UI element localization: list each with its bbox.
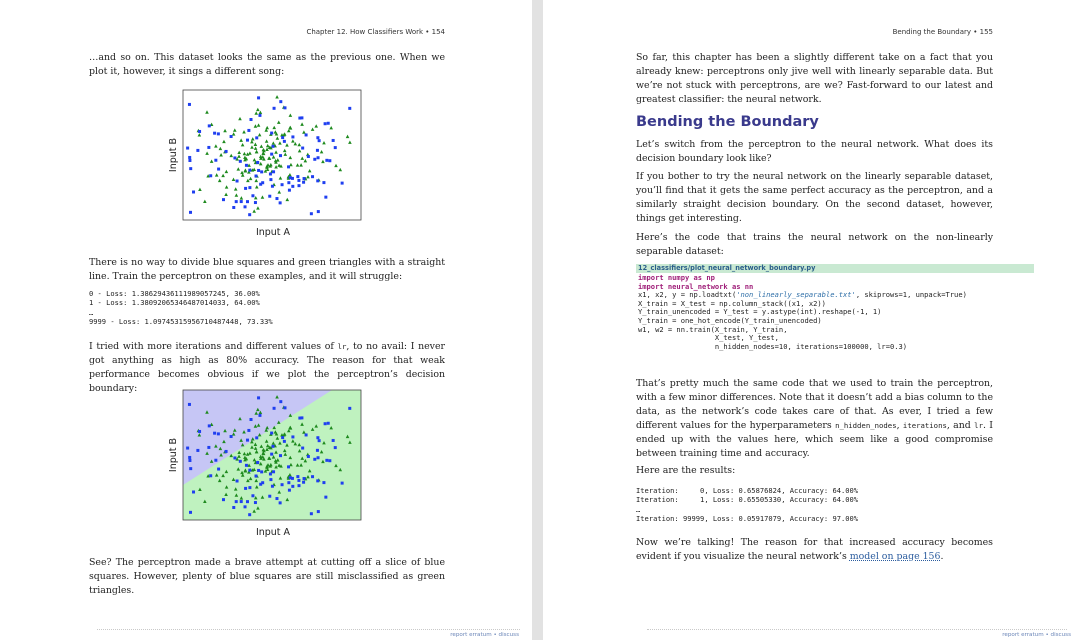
blue-square-point [189, 467, 192, 470]
blue-square-point [273, 407, 276, 410]
paragraph: Here’s the code that trains the neural network on the non-linearly separable dataset: [636, 232, 993, 257]
blue-square-point [246, 200, 249, 203]
blue-square-point [255, 136, 258, 139]
blue-square-point [225, 450, 228, 453]
blue-square-point [248, 186, 251, 189]
blue-square-point [222, 498, 225, 501]
separator: • [1043, 632, 1051, 638]
blue-square-point [251, 494, 254, 497]
output-line: Iteration: 0, Loss: 0.65876824, Accuracy: 64.00% [636, 486, 859, 495]
blue-square-point [270, 453, 273, 456]
blue-square-point [208, 424, 211, 427]
blue-square-point [325, 459, 328, 462]
blue-square-point [188, 456, 191, 459]
blue-square-point [251, 194, 254, 197]
discuss-link[interactable]: discuss [498, 632, 519, 638]
blue-square-point [301, 447, 304, 450]
blue-square-point [254, 201, 257, 204]
y-axis-label: Input B [168, 137, 179, 173]
blue-square-point [217, 432, 220, 435]
blue-square-point [213, 132, 216, 135]
blue-square-point [318, 139, 321, 142]
blue-square-point [281, 183, 284, 186]
blue-square-point [271, 485, 274, 488]
blue-square-point [287, 181, 290, 184]
blue-square-point [283, 406, 286, 409]
blue-square-point [192, 190, 195, 193]
blue-square-point [316, 179, 319, 182]
inline-code: lr [337, 342, 347, 351]
blue-square-point [217, 168, 220, 171]
blue-square-point [250, 118, 253, 121]
results-output [636, 486, 858, 523]
blue-square-point [302, 181, 305, 184]
blue-square-point [196, 449, 199, 452]
blue-square-point [327, 422, 330, 425]
module-name: neural_network [663, 281, 732, 291]
blue-square-point [232, 206, 235, 209]
blue-square-point [311, 475, 314, 478]
blue-square-point [269, 178, 272, 181]
blue-square-point [188, 403, 191, 406]
code-listing [636, 264, 1034, 352]
keyword: as [693, 273, 703, 282]
code-body [636, 273, 1034, 352]
blue-square-point [248, 513, 251, 516]
blue-square-point [208, 124, 211, 127]
blue-square-point [269, 172, 272, 175]
blue-square-point [311, 175, 314, 178]
blue-square-point [248, 469, 251, 472]
blue-square-point [341, 182, 344, 185]
blue-square-point [256, 461, 259, 464]
blue-square-point [268, 195, 271, 198]
blue-square-point [303, 477, 306, 480]
output-line: Iteration: 1, Loss: 0.65505330, Accuracy: 64.00% [636, 495, 859, 505]
blue-square-point [247, 129, 250, 132]
running-head: Chapter 12. How Classifiers Work • 154 [306, 28, 445, 36]
blue-square-point [235, 200, 238, 203]
blue-square-point [230, 135, 233, 138]
blue-square-point [254, 501, 257, 504]
blue-square-point [269, 478, 272, 481]
blue-square-point [348, 107, 351, 110]
footer-links [450, 632, 519, 638]
code-text: X_train = X_test = np.column_stack((x1, x2)) Y_train_unencoded = Y_test = y.astype(int).reshape(-1, 1) Y_train = one_hot_encode(Y_train_unencoded) w1, w2 = nn.train(X_train, Y_train, X_test, Y_test, n_hidden_nodes=10, iterations=100000, lr=0.3) [638, 298, 908, 351]
blue-square-point [245, 464, 248, 467]
blue-square-point [297, 179, 300, 182]
paragraph: See? The perceptron made a brave attempt at cutting off a slice of blue squares. However, plenty of blue squares are still misclassified as green triangles. [89, 557, 445, 596]
module-name: numpy [663, 273, 694, 282]
blue-square-point [188, 459, 191, 462]
inline-code: iterations [902, 421, 947, 430]
paragraph: Here are the results: [636, 465, 736, 476]
blue-square-point [186, 147, 189, 150]
blue-square-point [272, 470, 275, 473]
loss-output [89, 289, 273, 326]
blue-square-point [271, 185, 274, 188]
blue-square-point [236, 480, 239, 483]
blue-square-point [281, 136, 284, 139]
blue-square-point [316, 449, 319, 452]
blue-square-point [235, 500, 238, 503]
blue-square-point [287, 165, 290, 168]
paragraph: There is no way to divide blue squares and green triangles with a straight line. Train the perceptron on these examples, and it will struggle: [89, 257, 445, 282]
blue-square-point [236, 180, 239, 183]
blue-square-point [207, 446, 210, 449]
blue-square-point [303, 177, 306, 180]
scatter-svg [166, 85, 366, 240]
x-axis-label: Input A [255, 227, 291, 238]
blue-square-point [307, 455, 310, 458]
blue-square-point [324, 422, 327, 425]
blue-square-point [233, 456, 236, 459]
blue-square-point [328, 459, 331, 462]
blue-square-point [270, 132, 273, 135]
blue-square-point [230, 435, 233, 438]
blue-square-point [307, 155, 310, 158]
blue-square-point [257, 169, 260, 172]
blue-square-point [248, 169, 251, 172]
blue-square-point [348, 407, 351, 410]
blue-square-point [272, 170, 275, 173]
blue-square-point [316, 436, 319, 439]
text-run: . I ended up with the values here, which seem like a good compromise between training time and accuracy. [636, 420, 993, 459]
text-run: That’s pretty much the same code that we used to train the perceptron, with a few minor differences. Note that it doesn’t add a bias column to the data, as the network’s code takes care of that. As ever, I tried a few different values for the hyperparameters [636, 378, 993, 431]
paragraph [636, 377, 993, 461]
code-filename[interactable]: 12_classifiers/plot_neural_network_boundary.py [636, 264, 1034, 273]
blue-square-point [271, 445, 274, 448]
blue-square-point [291, 435, 294, 438]
blue-square-point [209, 174, 212, 177]
blue-square-point [275, 497, 278, 500]
blue-square-point [279, 400, 282, 403]
blue-square-point [209, 474, 212, 477]
blue-square-point [334, 446, 337, 449]
blue-square-point [332, 139, 335, 142]
blue-square-point [332, 439, 335, 442]
blue-square-point [232, 506, 235, 509]
blue-square-point [322, 481, 325, 484]
blue-square-point [198, 130, 201, 133]
alias: np [702, 273, 715, 282]
section-heading: Bending the Boundary [636, 114, 819, 130]
blue-square-point [248, 486, 251, 489]
blue-square-point [248, 213, 251, 216]
blue-square-point [255, 474, 258, 477]
paragraph: So far, this chapter has been a slightly different take on a fact that you already knew: perceptrons only jive well with linearly separable data. But we’re not stuck with perceptrons, are we? Fast-forward to our latest and greatest classifier: the neural network. [636, 52, 993, 105]
blue-square-point [291, 185, 294, 188]
blue-square-point [260, 470, 263, 473]
blue-square-point [261, 181, 264, 184]
blue-square-point [324, 496, 327, 499]
blue-square-point [244, 505, 247, 508]
x-axis-label: Input A [255, 527, 291, 538]
blue-square-point [270, 153, 273, 156]
blue-square-point [269, 472, 272, 475]
blue-square-point [287, 465, 290, 468]
blue-square-point [283, 140, 286, 143]
blue-square-point [258, 414, 261, 417]
blue-square-point [300, 116, 303, 119]
right-page [543, 0, 1080, 640]
blue-square-point [318, 439, 321, 442]
blue-square-point [257, 469, 260, 472]
text-run: . [940, 551, 944, 562]
blue-square-point [192, 490, 195, 493]
paragraph [636, 536, 993, 564]
paragraph: If you bother to try the neural network on the linearly separable dataset, you’ll find that it gets the same perfect accuracy as the perceptron, and a similarly straight decision boundary. On the second dataset, however, things get interesting. [636, 171, 993, 224]
output-line: … [636, 504, 641, 514]
page-reference-link[interactable]: model on page 156 [849, 551, 941, 562]
blue-square-point [310, 212, 313, 215]
output-line: 1 - Loss: 1.38092065346487014033, 64.00% [89, 298, 260, 308]
separator: • [491, 632, 499, 638]
blue-square-point [260, 170, 263, 173]
blue-square-point [244, 487, 247, 490]
blue-square-point [279, 100, 282, 103]
blue-square-point [240, 500, 243, 503]
footer-rule [97, 629, 520, 630]
blue-square-point [297, 484, 300, 487]
blue-square-point [305, 433, 308, 436]
inline-code: n_hidden_nodes [835, 421, 897, 430]
blue-square-point [188, 103, 191, 106]
blue-square-point [233, 156, 236, 159]
blue-square-point [281, 436, 284, 439]
blue-square-point [207, 146, 210, 149]
blue-square-point [188, 159, 191, 162]
blue-square-point [270, 432, 273, 435]
blue-square-point [317, 210, 320, 213]
blue-square-point [291, 135, 294, 138]
keyword: import [638, 281, 664, 291]
blue-square-point [279, 201, 282, 204]
blue-square-point [250, 418, 253, 421]
blue-square-point [239, 160, 242, 163]
blue-square-point [297, 479, 300, 482]
blue-square-point [245, 164, 248, 167]
blue-square-point [244, 187, 247, 190]
blue-square-point [257, 396, 260, 399]
alias: nn [740, 281, 754, 291]
blue-square-point [217, 132, 220, 135]
blue-square-point [246, 439, 249, 442]
blue-square-point [246, 139, 249, 142]
blue-square-point [271, 145, 274, 148]
scatter-svg [166, 385, 366, 540]
blue-square-point [189, 211, 192, 214]
blue-square-point [288, 489, 291, 492]
blue-square-point [240, 200, 243, 203]
blue-square-point [186, 447, 189, 450]
blue-square-point [324, 122, 327, 125]
blue-square-point [279, 501, 282, 504]
blue-square-point [255, 436, 258, 439]
output-line: 0 - Loss: 1.386294361119890​57245, 36.00% [89, 289, 260, 298]
blue-square-point [310, 512, 313, 515]
blue-square-point [317, 156, 320, 159]
blue-square-point [188, 156, 191, 159]
blue-square-point [189, 167, 192, 170]
left-page [0, 0, 532, 640]
blue-square-point [302, 481, 305, 484]
running-head: Bending the Boundary • 155 [892, 28, 993, 36]
text-run: Now we’re talking! The reason for that increased accuracy becomes evident if you visualize the neural network’s [636, 537, 993, 562]
scatter-chart-top [166, 85, 366, 240]
blue-square-point [239, 460, 242, 463]
footer-links [1002, 632, 1071, 638]
text-run: , [896, 420, 903, 431]
y-axis-label: Input B [168, 437, 179, 473]
blue-square-point [316, 479, 319, 482]
blue-square-point [257, 96, 260, 99]
blue-square-point [275, 197, 278, 200]
keyword: import [638, 273, 664, 282]
blue-square-point [300, 416, 303, 419]
blue-square-point [313, 158, 316, 161]
blue-square-point [291, 485, 294, 488]
blue-square-point [258, 114, 261, 117]
report-erratum-link[interactable]: report erratum [450, 632, 492, 638]
blue-square-point [317, 510, 320, 513]
blue-square-point [289, 176, 292, 179]
footer-rule [647, 629, 1067, 630]
blue-square-point [279, 154, 282, 157]
blue-square-point [287, 481, 290, 484]
blue-square-point [261, 481, 264, 484]
blue-square-point [316, 149, 319, 152]
blue-square-point [334, 146, 337, 149]
inline-code: lr [974, 421, 983, 430]
blue-square-point [273, 107, 276, 110]
blue-square-point [283, 106, 286, 109]
blue-square-point [268, 495, 271, 498]
blue-square-point [189, 511, 192, 514]
blue-square-point [198, 430, 201, 433]
paragraph: Let’s switch from the perceptron to the neural network. What does its decision boundary look like? [636, 139, 993, 164]
blue-square-point [289, 476, 292, 479]
blue-square-point [288, 189, 291, 192]
text-run: , to no avail: I never got anything as high as 80% accuracy. The reason for that weak performance becomes obvious if we plot the perceptron’s decision boundary: [89, 341, 445, 394]
blue-square-point [256, 161, 259, 164]
blue-square-point [247, 429, 250, 432]
blue-square-point [214, 459, 217, 462]
blue-square-point [246, 500, 249, 503]
blue-square-point [341, 482, 344, 485]
blue-square-point [327, 122, 330, 125]
blue-square-point [296, 175, 299, 178]
blue-square-point [213, 432, 216, 435]
blue-square-point [301, 147, 304, 150]
blue-square-point [279, 454, 282, 457]
page-gutter [532, 0, 543, 640]
string-literal: 'non_linearly_separable.txt' [736, 290, 856, 300]
blue-square-point [255, 174, 258, 177]
blue-square-point [296, 475, 299, 478]
blue-square-point [325, 159, 328, 162]
blue-square-point [283, 440, 286, 443]
text-run: , and [946, 420, 975, 431]
output-line: … [89, 307, 94, 317]
paragraph: …and so on. This dataset looks the same as the previous one. When we plot it, however, it sings a different song: [89, 52, 445, 77]
report-erratum-link[interactable]: report erratum [1002, 632, 1044, 638]
output-line: Iteration: 99999, Loss: 0.05917079, Accuracy: 97.00% [636, 513, 859, 523]
blue-square-point [297, 184, 300, 187]
blue-square-point [196, 149, 199, 152]
keyword: as [731, 281, 741, 291]
text-run: I tried with more iterations and different values of [89, 341, 338, 352]
blue-square-point [225, 150, 228, 153]
blue-square-point [324, 196, 327, 199]
blue-square-point [305, 133, 308, 136]
blue-square-point [214, 159, 217, 162]
blue-square-point [281, 483, 284, 486]
blue-square-point [222, 198, 225, 201]
discuss-link[interactable]: discuss [1050, 632, 1071, 638]
blue-square-point [317, 456, 320, 459]
blue-square-point [322, 181, 325, 184]
code-text: , skiprows=1, unpack=True) [855, 290, 967, 300]
blue-square-point [313, 458, 316, 461]
output-line: 9999 - Loss: 1.09745315956710487448, 73.33% [89, 316, 273, 326]
scatter-chart-boundary [166, 385, 366, 540]
blue-square-point [244, 205, 247, 208]
code-text: x1, x2, y = np.loadtxt( [638, 290, 737, 300]
blue-square-point [328, 159, 331, 162]
blue-square-point [316, 136, 319, 139]
blue-square-point [217, 468, 220, 471]
